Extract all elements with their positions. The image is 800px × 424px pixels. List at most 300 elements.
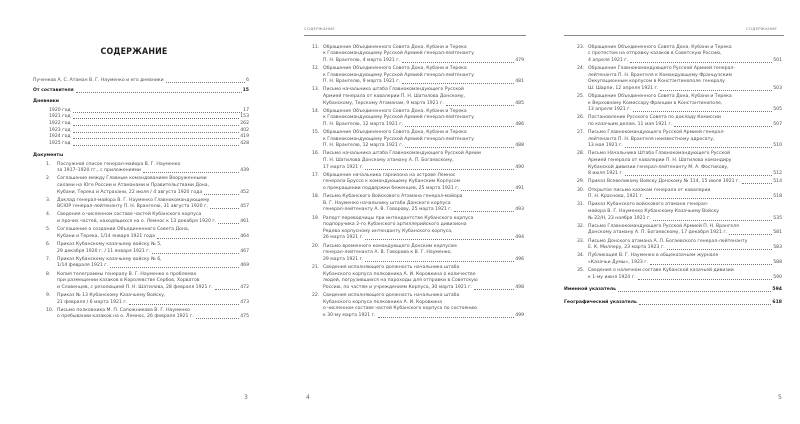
entry-line: 1/14 февраля 1921 г. xyxy=(57,263,109,269)
entry-line: Доклад генерал-майора В. Г. Науменко Главнокомандующему xyxy=(57,197,210,203)
entry-title: 1922 год xyxy=(49,120,71,126)
entry-body xyxy=(323,293,524,319)
entry-line: Обращение Объединенного Совета Дона, Кубани и Терека xyxy=(588,93,732,99)
entry-line: подпоручика 2-го Кубанского артиллерийского дивизиона xyxy=(323,222,467,228)
entry-page: 583 xyxy=(773,245,782,251)
leader-dots xyxy=(660,90,772,91)
entry-body xyxy=(57,257,249,270)
entry-page: 498 xyxy=(515,284,524,290)
leader-dots xyxy=(110,267,239,268)
entry-page: 494 xyxy=(515,235,524,241)
entry-line: Обращение Объединенного Совета Дона, Кубани и Терека xyxy=(323,44,467,50)
entry-number: 26. xyxy=(577,115,585,121)
entry-page: 496 xyxy=(515,256,524,262)
leader-dots xyxy=(73,132,240,133)
entry-line: к Главнокомандующему Русской Армией генерал-лейтенанту xyxy=(323,72,474,78)
entry-page: 419 xyxy=(240,134,249,140)
leader-dots xyxy=(639,304,771,305)
entry-number: 20. xyxy=(312,243,320,249)
entry-number: 34. xyxy=(577,253,585,259)
entry-last-line xyxy=(323,313,524,320)
entry-last-line xyxy=(588,275,782,282)
documents-heading: Документы xyxy=(33,153,64,159)
entry-line: П. Н. Врангелю, 9 марта 1921 г. xyxy=(323,79,401,85)
entry-line: Письмо начальника штаба Главнокомандующего Русской Армии xyxy=(323,151,481,157)
entry-number: 19. xyxy=(312,215,320,221)
leader-dots xyxy=(625,175,772,176)
entry-line: генерал-лейтенанту А. В. Говорову, 25 марта 1921 г. xyxy=(323,207,453,213)
entry-page: 514 xyxy=(773,179,782,185)
entry-title: Географический указатель xyxy=(564,299,637,305)
entry-line: Кубанской дивизии генерал-лейтенанту М. А. Фостикову, xyxy=(588,164,729,170)
entry-page: 469 xyxy=(240,263,249,269)
leader-dots xyxy=(143,172,239,173)
toc-entry[interactable] xyxy=(33,78,249,85)
entry-number: 35. xyxy=(577,268,585,274)
entry-page: 493 xyxy=(515,207,524,213)
entry-number: 2. xyxy=(46,176,51,182)
entry-page: 490 xyxy=(515,164,524,170)
entry-line: о прекращении поддержки беженцев, 25 марта 1921 г. xyxy=(323,186,460,192)
entry-body xyxy=(57,242,249,255)
entry-page: 618 xyxy=(772,299,782,305)
entry-page: 503 xyxy=(773,85,782,91)
entry-line: за 1917–1920 гг., с приложениями xyxy=(57,168,141,174)
leader-dots xyxy=(402,83,514,84)
documents-list xyxy=(564,45,782,282)
entry-body xyxy=(588,224,782,237)
entry-line: П. Н. Краснова, 1921 г. xyxy=(588,194,644,200)
entry-body xyxy=(588,239,782,252)
entry-number: 15. xyxy=(312,130,320,136)
entry-last-line xyxy=(588,194,782,201)
entry-line: Рапорт переводчицы при интендантстве Кубанского корпуса xyxy=(323,215,474,221)
entry-line: 13 мая 1921 г. xyxy=(588,143,623,149)
entry-page: 479 xyxy=(515,57,524,63)
entry-line: при размещении казаков в Королевстве Сербов, Хорватов xyxy=(57,278,200,284)
entry-page: 452 xyxy=(240,189,249,195)
toc-entry[interactable] xyxy=(49,114,249,121)
entry-line: Письмо Донского атамана А. П. Богаевского генерал-лейтенанту xyxy=(588,238,748,244)
entry-line: Обращение Объединенного Совета Дона, Кубани и Терека xyxy=(323,65,467,71)
page-4 xyxy=(268,0,534,424)
entry-line: Соглашение между Главным командованием Вооруженными xyxy=(57,176,207,182)
entry-title: 1923 год xyxy=(49,127,71,133)
running-head: СОДЕРЖАНИЕ xyxy=(304,26,336,31)
entry-number: 23. xyxy=(577,44,585,50)
entry-number: 30. xyxy=(577,187,585,193)
leader-dots xyxy=(365,239,514,240)
toc-entry[interactable] xyxy=(312,173,524,193)
leader-dots xyxy=(461,190,514,191)
page-number: 5 xyxy=(778,394,782,401)
entry-line: Постановление Русского Совета по докладу Комиссии xyxy=(588,115,721,121)
entry-page: 486 xyxy=(515,121,524,127)
entry-line: Письмо начальника штаба Главнокомандующего Русской xyxy=(323,87,464,93)
leader-dots xyxy=(73,112,243,113)
entry-last-line xyxy=(588,122,782,129)
entry-line: ВСЮР генерал-лейтенанту П. Н. Врангелю, 31 августа 1920 г. xyxy=(57,204,208,210)
entry-line: Кубанского корпуса полковника А. И. Коровкина xyxy=(323,299,443,305)
entry-line: 21 февраля / 6 марта 1921 г. xyxy=(57,299,128,305)
leader-dots xyxy=(729,234,772,235)
entry-number: 11. xyxy=(312,44,320,50)
leader-dots xyxy=(405,147,514,148)
entry-last-line xyxy=(323,257,524,264)
entry-page: 510 xyxy=(773,143,782,149)
entry-page: 505 xyxy=(773,107,782,113)
entry-last-line xyxy=(323,143,524,150)
toc-entry[interactable] xyxy=(312,87,524,107)
entry-number: 6. xyxy=(46,242,51,248)
toc-entry[interactable] xyxy=(312,45,524,65)
toc-column xyxy=(33,78,249,321)
entry-number: 22. xyxy=(312,292,320,298)
entry-body xyxy=(323,151,524,171)
entry-body xyxy=(588,151,782,177)
entry-page: 17 xyxy=(243,107,249,113)
page-5 xyxy=(534,0,800,424)
entry-last-line xyxy=(588,260,782,267)
entry-line: 26 марта 1921 г. xyxy=(323,235,364,241)
entry-last-line xyxy=(57,300,249,307)
leader-dots xyxy=(650,264,772,265)
entry-line: В. Г. Науменко начальнику штаба Донского корпуса xyxy=(323,200,451,206)
running-head: СОДЕРЖАНИЕ xyxy=(746,26,778,31)
entry-body xyxy=(323,173,524,193)
entry-page: 262 xyxy=(240,120,249,126)
entry-line: с протестом на отправку казаков в Советскую Россию, xyxy=(588,51,722,57)
entry-last-line xyxy=(323,285,524,292)
entry-line: к 30-му марта 1921 г. xyxy=(323,312,376,318)
entry-line: Приказ Кубанского войскового атамана генерал- xyxy=(588,202,709,208)
toc-entry[interactable] xyxy=(49,121,249,128)
leader-dots xyxy=(365,169,514,170)
entry-line: лейтенанта П. Н. Врангеля к Командующему Французским xyxy=(588,72,732,78)
entry-title: От составителя xyxy=(33,87,74,93)
entry-number: 18. xyxy=(312,194,320,200)
entry-line: Письмо Кубанского Войскового Атамана генерал-майора xyxy=(323,194,463,200)
entry-number: 7. xyxy=(46,256,51,262)
entry-number: 29. xyxy=(577,179,585,185)
entry-line: генерал-лейтенанта А. В. Говорова к В. Г. Науменко, xyxy=(323,250,452,256)
entry-page: 581 xyxy=(773,230,782,236)
toc-entry[interactable] xyxy=(577,268,782,281)
entry-line: П. Н. Врангелю, 12 марта 1921 г. xyxy=(323,143,404,149)
diaries-list xyxy=(33,108,249,148)
toc-entry[interactable] xyxy=(46,227,249,240)
entry-page: 472 xyxy=(240,284,249,290)
entry-body xyxy=(588,66,782,92)
entry-last-line xyxy=(588,245,782,252)
leader-dots xyxy=(157,238,239,239)
toc-entry[interactable] xyxy=(46,212,249,225)
entry-line: Кубанского корпуса полковника А. И. Коровкина о количестве xyxy=(323,271,476,277)
entry-body xyxy=(323,109,524,129)
entry-number: 3. xyxy=(46,197,51,203)
entry-line: П. Н. Врангелю, 12 марта 1921 г. xyxy=(323,121,404,127)
entry-page: 457 xyxy=(240,204,249,210)
toc-entry[interactable] xyxy=(46,257,249,270)
leader-dots xyxy=(166,82,245,83)
entry-body xyxy=(323,244,524,264)
entry-body xyxy=(57,293,249,306)
entry-title: 1924 год xyxy=(49,134,71,140)
toc-entry[interactable] xyxy=(312,293,524,319)
entry-page: 488 xyxy=(515,143,524,149)
leader-dots xyxy=(405,126,514,127)
toc-entry[interactable] xyxy=(312,130,524,150)
toc-entry[interactable] xyxy=(312,151,524,171)
leader-dots xyxy=(73,125,240,126)
toc-entry[interactable] xyxy=(312,66,524,86)
toc-entry[interactable] xyxy=(564,287,782,294)
toc-entry[interactable] xyxy=(46,176,249,196)
entry-title: Пученков А. С. Атаман В. Г. Науменко и его дневники xyxy=(33,78,164,83)
toc-entry[interactable] xyxy=(577,94,782,114)
entry-body xyxy=(57,198,249,211)
entry-number: 21. xyxy=(312,264,320,270)
entry-title: 1921 год xyxy=(49,114,71,120)
entry-last-line xyxy=(323,235,524,242)
leader-dots xyxy=(638,279,773,280)
entry-body xyxy=(323,66,524,86)
entry-line: Послужной список генерал-майора В. Г. Науменко xyxy=(57,161,181,167)
leader-dots xyxy=(653,220,772,221)
leader-dots xyxy=(667,249,773,250)
entry-body xyxy=(588,94,782,114)
entry-number: 1. xyxy=(46,161,51,167)
entry-page: 594 xyxy=(772,287,782,293)
entry-line: Обращение Объединенного Совета Дона, Кубани и Терека xyxy=(323,130,467,136)
entry-line: «Казачьи Думы», 1923 г. xyxy=(588,259,649,265)
entry-body xyxy=(57,308,249,321)
toc-entry[interactable] xyxy=(49,108,249,115)
entry-line: Письмо Главнокомандующего Русской Армией генерал- xyxy=(588,130,725,136)
entry-line: 13 апреля 1921 г. xyxy=(588,107,632,113)
toc-entry[interactable] xyxy=(577,188,782,201)
toc-entry[interactable] xyxy=(577,224,782,237)
entry-page: 499 xyxy=(515,312,524,318)
entry-line: Соглашение о создании Объединенного Совета Дона, xyxy=(57,227,190,233)
toc-entry[interactable] xyxy=(312,216,524,242)
entry-body xyxy=(323,87,524,107)
leader-dots xyxy=(73,145,240,146)
entry-line: 29 декабря 1920 г. / 11 января 1921 г. xyxy=(57,248,151,254)
toc-entry[interactable] xyxy=(312,265,524,291)
entry-last-line xyxy=(323,122,524,129)
entry-page: 518 xyxy=(773,194,782,200)
entry-body xyxy=(323,45,524,65)
toc-entry[interactable] xyxy=(577,115,782,128)
entry-line: Обращение Объединенного Совета Дона, Кубани и Терека xyxy=(323,108,467,114)
toc-entry[interactable] xyxy=(49,128,249,135)
toc-entry[interactable] xyxy=(46,242,249,255)
toc-entry[interactable] xyxy=(49,134,249,141)
documents-list xyxy=(33,162,249,321)
entry-line: Ш. Шарпи, 12 апреля 1921 г. xyxy=(588,85,659,91)
entry-last-line xyxy=(323,58,524,65)
entry-page: 461 xyxy=(240,219,249,225)
entry-last-line xyxy=(57,249,249,256)
toc-entry[interactable] xyxy=(49,141,249,148)
entry-line: П. Н. Врангелю, 4 марта 1921 г. xyxy=(323,57,401,63)
entry-body xyxy=(57,176,249,196)
toc-entry[interactable] xyxy=(46,162,249,175)
entry-line: и Словенцев, с резолюцией П. Н. Шатилова, 28 февраля 1921 г. xyxy=(57,284,213,290)
leader-dots xyxy=(742,183,772,184)
leader-dots xyxy=(73,138,240,139)
entry-last-line xyxy=(588,143,782,150)
toc-entry[interactable] xyxy=(577,179,782,186)
entry-line: Оккупационным корпусом в Константинополе генералу xyxy=(588,79,725,85)
entry-number: 4. xyxy=(46,212,51,218)
toc-entry[interactable] xyxy=(577,253,782,266)
entry-page: 485 xyxy=(515,100,524,106)
leader-dots xyxy=(76,92,242,93)
entry-page: 153 xyxy=(240,114,249,120)
entry-page: 15 xyxy=(242,87,249,93)
entry-last-line xyxy=(57,285,249,292)
toc-entry[interactable] xyxy=(46,308,249,321)
leader-dots xyxy=(646,198,773,199)
toc-entry[interactable] xyxy=(312,244,524,264)
entry-line: силами на Юге России и Атаманами и Правительствами Дона, xyxy=(57,182,210,188)
entry-page: 512 xyxy=(773,171,782,177)
entry-last-line xyxy=(588,58,782,65)
toc-entry[interactable] xyxy=(312,109,524,129)
entry-last-line xyxy=(323,101,524,108)
leader-dots xyxy=(73,118,240,119)
toc-entry[interactable] xyxy=(46,293,249,306)
entry-line: Обращение Главнокомандующего Русской Армией генерал- xyxy=(588,65,735,71)
entry-line: Приказ Кубанскому казачьему войску № 5, xyxy=(57,242,162,248)
entry-line: 17 марта 1921 г. xyxy=(323,164,364,170)
toc-title: СОДЕРЖАНИЕ xyxy=(100,47,168,57)
entry-line: к Верховному Комиссару Франции в Константинополе, xyxy=(588,100,723,106)
page-number: 3 xyxy=(244,394,248,401)
entry-number: 9. xyxy=(46,292,51,298)
entry-line: о пребывании казаков на о. Лемнос, 26 февраля 1921 г. xyxy=(57,314,194,320)
entry-title: 1925 год xyxy=(49,140,71,146)
entry-line: к 1-му июня 1924 г. xyxy=(588,274,636,280)
leader-dots xyxy=(129,304,239,305)
entry-number: 25. xyxy=(577,93,585,99)
toc-entry[interactable] xyxy=(33,88,249,95)
entry-last-line xyxy=(57,204,249,211)
entry-last-line xyxy=(57,168,249,175)
leader-dots xyxy=(152,253,239,254)
entry-line: к Главнокомандующему Русской Армией генерал-лейтенанту xyxy=(323,136,474,142)
entry-page: 491 xyxy=(515,186,524,192)
entry-line: Открытое письмо казакам генерала от кавалерии xyxy=(588,187,711,193)
leader-dots xyxy=(446,105,514,106)
entry-number: 12. xyxy=(312,65,320,71)
entry-line: по казачьим делам, 11 мая 1921 г. xyxy=(588,121,673,127)
toc-entry[interactable] xyxy=(577,151,782,177)
toc-column xyxy=(312,43,524,319)
entry-last-line xyxy=(57,314,249,321)
leader-dots xyxy=(454,211,514,212)
entry-line: лейтенанта П. Н. Врангеля неизвестному адресату, xyxy=(588,136,715,142)
entry-number: 16. xyxy=(312,151,320,157)
entry-line: 8 июля 1921 г. xyxy=(588,171,624,177)
toc-entry[interactable] xyxy=(577,45,782,65)
indexes-section xyxy=(564,287,782,306)
entry-body xyxy=(588,45,782,65)
entry-body xyxy=(57,227,249,240)
toc-entry[interactable] xyxy=(46,272,249,292)
entry-title: Именной указатель xyxy=(564,287,617,293)
entry-line: 29 марта 1921 г. xyxy=(323,256,364,262)
entry-body xyxy=(588,268,782,281)
entry-line: Кубани, Терека и Астрахани, 22 июля / 4 августа 1920 года xyxy=(57,189,203,195)
entry-last-line xyxy=(57,263,249,270)
toc-entry[interactable] xyxy=(577,202,782,222)
entry-line: Кубанскому, Терскому Атаманам, 9 марта 1921 г. xyxy=(323,100,444,106)
entry-body xyxy=(588,188,782,201)
entry-body xyxy=(323,130,524,150)
entry-line: Сведения исполняющего должность начальника штаба xyxy=(323,292,460,298)
entry-line: майора В. Г. Науменко Кубанскому Казачьему Войску xyxy=(588,209,719,214)
entry-line: П. Н. Шатилова Донскому атаману А. П. Богаевскому, xyxy=(323,158,454,164)
entry-last-line xyxy=(588,171,782,178)
toc-entry[interactable] xyxy=(577,66,782,92)
entry-body xyxy=(588,253,782,266)
entry-line: Армией генерала от кавалерии П. Н. Шатилова командиру xyxy=(588,158,732,164)
entry-number: 14. xyxy=(312,108,320,114)
entry-last-line xyxy=(57,219,249,226)
entry-last-line xyxy=(323,207,524,214)
documents-list xyxy=(312,45,524,320)
entry-number: 32. xyxy=(577,223,585,229)
entry-page: 507 xyxy=(773,121,782,127)
entry-number: 33. xyxy=(577,238,585,244)
entry-line: к Главнокомандующему Русской Армией генерал-лейтенанту xyxy=(323,115,474,121)
entry-last-line xyxy=(588,179,782,186)
entry-line: Письмо временного командующего Донским корпусом xyxy=(323,243,457,249)
entry-line: Сведения о численном составе частей Кубанского корпуса xyxy=(57,212,202,218)
leader-dots xyxy=(378,317,515,318)
entry-page: 6 xyxy=(246,78,249,83)
entry-line: Письмо Главнокомандующего Русской Армией П. Н. Врангеля xyxy=(588,223,739,229)
toc-entry[interactable] xyxy=(577,239,782,252)
toc-entry[interactable] xyxy=(312,194,524,214)
entry-body xyxy=(588,130,782,150)
toc-entry[interactable] xyxy=(577,130,782,150)
toc-entry[interactable] xyxy=(46,198,249,211)
entry-line: № 22/Н, 23 ноября 1921 г. xyxy=(588,215,651,221)
entry-line: Приказ № 13 Кубанскому Казачьему Войску, xyxy=(57,292,166,298)
entry-line: Сведения исполняющего должность начальника штаба xyxy=(323,264,460,270)
entry-last-line xyxy=(57,234,249,241)
leader-dots xyxy=(218,223,239,224)
leader-dots xyxy=(630,62,772,63)
entry-page: 428 xyxy=(240,140,249,146)
page-3 xyxy=(0,0,268,424)
entry-page: 588 xyxy=(773,259,782,265)
entry-number: 17. xyxy=(312,172,320,178)
toc-entry[interactable] xyxy=(564,300,782,307)
leader-dots xyxy=(633,111,772,112)
diaries-heading: Дневники xyxy=(33,99,60,105)
entry-line: Копия телеграммы генералу В. Г. Науменко о проблемах xyxy=(57,271,197,277)
entry-body xyxy=(588,202,782,222)
entry-last-line xyxy=(323,79,524,86)
page-number: 4 xyxy=(306,394,310,401)
entry-body xyxy=(57,162,249,175)
entry-line: генерала Бруссо к командующему Кубанским Корпусом xyxy=(323,179,461,185)
